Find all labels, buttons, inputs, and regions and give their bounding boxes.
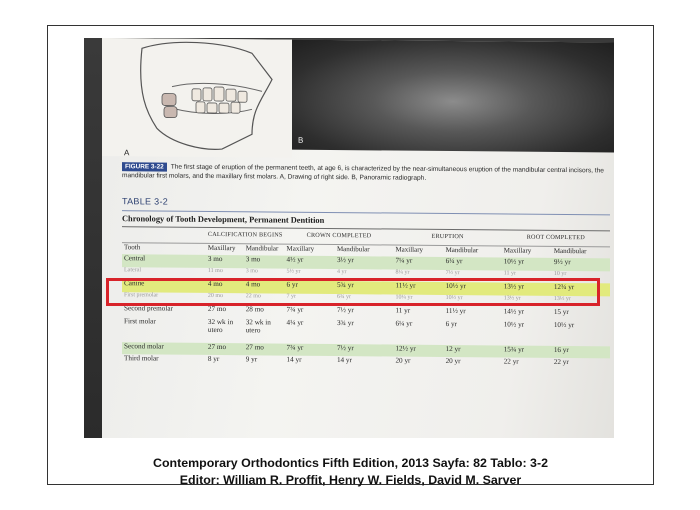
table-cell: 10½ yr xyxy=(502,257,552,270)
table-cell: 14 yr xyxy=(286,355,302,364)
table-cell: 10½ yr xyxy=(503,320,525,329)
table-cell: 13½ yr xyxy=(502,282,552,295)
row-tooth-name: Canine xyxy=(122,279,206,292)
table-cell: 5½ yr xyxy=(286,268,301,275)
table-cell: 9 yr xyxy=(245,355,258,364)
table-cell: 4 mo xyxy=(244,280,285,293)
col-header-tooth: Tooth xyxy=(124,242,141,251)
row-tooth-name: First molar xyxy=(124,316,156,325)
table-cell: 11 mo xyxy=(207,267,223,274)
table-cell: 10½ yr xyxy=(553,320,575,329)
row-tooth-name: Lateral xyxy=(124,266,141,273)
table-cell: 3 mo xyxy=(244,255,285,268)
row-tooth-name: Second molar xyxy=(122,342,206,355)
table-cell: 22 mo xyxy=(245,292,261,299)
table-cell: 4 mo xyxy=(206,280,244,293)
table-cell: 3 mo xyxy=(206,255,244,268)
row-tooth-name: Second premolar xyxy=(124,304,173,313)
table-cell: 16 yr xyxy=(552,345,610,358)
table-cell: 6 yr xyxy=(445,319,457,328)
row-tooth-name: Central xyxy=(122,254,206,267)
table-cell: 7½ yr xyxy=(336,306,354,315)
row-tooth-name: Third molar xyxy=(124,354,159,363)
col-header: Mandibular xyxy=(245,243,279,253)
table-cell: 27 mo xyxy=(244,343,285,356)
table-cell: 27 mo xyxy=(207,304,227,314)
table-cell: 10½ yr xyxy=(445,294,463,301)
panoramic-radiograph-image xyxy=(292,40,614,153)
table-cell: 12½ yr xyxy=(393,344,443,357)
figure-caption-text: The first stage of eruption of the permanent teeth, at age 6, is characterized by the near-simultaneous eruption of the mandibular central incisors, the mandibular first molars, and the maxillary first molars. A, Drawing of right side. B, Panoramic radiograph. xyxy=(122,163,604,182)
col-header: Mandibular xyxy=(553,246,587,255)
table-cell: 15 yr xyxy=(553,307,569,317)
figure-caption xyxy=(122,162,610,184)
table-cell: 13½ yr xyxy=(553,295,571,302)
table-cell: 11 yr xyxy=(503,270,516,277)
table-cell: 3¾ yr xyxy=(336,318,354,327)
table-cell: 6¼ yr xyxy=(444,257,502,270)
table-cell: 3½ yr xyxy=(335,256,394,269)
table-cell: 6 yr xyxy=(285,281,335,294)
table-cell: 32 wk in utero xyxy=(245,317,271,334)
table-title: Chronology of Tooth Development, Permanent Dentition xyxy=(122,214,325,225)
table-cell: 32 wk in utero xyxy=(207,317,234,334)
table-cell: 10 yr xyxy=(553,270,567,277)
table-cell: 7 yr xyxy=(286,293,297,300)
citation-footer xyxy=(47,455,654,489)
table-cell: 5¾ yr xyxy=(335,281,394,294)
col-header: Maxillary xyxy=(286,244,315,253)
table-cell: 4¼ yr xyxy=(286,318,304,327)
group-header-empty xyxy=(122,230,206,243)
figure-number-badge: FIGURE 3-22 xyxy=(122,162,167,171)
table-cell: 7½ yr xyxy=(335,344,394,357)
table-cell: 15¾ yr xyxy=(502,345,552,358)
group-header-root: ROOT COMPLETED xyxy=(502,233,610,246)
book-page xyxy=(102,38,614,438)
col-header: Maxillary xyxy=(395,245,424,254)
table-cell: 11 yr xyxy=(395,306,411,315)
table-cell: 7¾ yr xyxy=(285,343,335,356)
table-cell: 7½ yr xyxy=(445,269,460,276)
table-cell: 7¼ yr xyxy=(393,257,443,270)
citation-line-1: Contemporary Orthodontics Fifth Edition, 2013 Sayfa: 82 Tablo: 3-2 xyxy=(153,456,548,470)
group-header-eruption: ERUPTION xyxy=(393,233,501,246)
table-cell: 20 yr xyxy=(395,356,411,365)
table-cell: 20 mo xyxy=(207,292,224,299)
table-label: TABLE 3-2 xyxy=(122,196,169,207)
table-cell: 27 mo xyxy=(206,342,244,355)
table-cell: 9½ yr xyxy=(552,258,610,271)
col-header: Mandibular xyxy=(445,245,479,254)
book-photo xyxy=(84,38,614,438)
table-cell: 13½ yr xyxy=(503,295,521,302)
table-cell: 14½ yr xyxy=(503,307,525,316)
table-cell: 22 yr xyxy=(553,357,569,367)
table-cell: 12 yr xyxy=(444,344,502,357)
table-cell: 14 yr xyxy=(336,356,352,365)
citation-line-2: Editor: William R. Proffit, Henry W. Fields, David M. Sarver xyxy=(179,473,522,487)
table-cell: 10¼ yr xyxy=(395,294,413,301)
table-cell: 11½ yr xyxy=(445,306,466,316)
col-header: Maxillary xyxy=(207,243,236,252)
group-header-crown: CROWN COMPLETED xyxy=(285,232,394,245)
table-cell: 7¾ yr xyxy=(286,305,304,314)
table-cell: 3 mo xyxy=(245,267,258,274)
dental-drawing-image xyxy=(102,38,292,158)
table-cell: 4 yr xyxy=(336,268,347,275)
table-cell: 8 yr xyxy=(207,354,220,364)
figure-label-b: B xyxy=(298,135,304,145)
col-header: Maxillary xyxy=(503,246,532,255)
table-cell: 8¼ yr xyxy=(395,269,410,276)
figure-label-a: A xyxy=(124,148,130,158)
row-tooth-name: First premolar xyxy=(124,291,159,298)
group-header-calcification: CALCIFICATION BEGINS xyxy=(206,231,285,244)
table-cell: 22 yr xyxy=(503,357,519,366)
skull-teeth-illustration xyxy=(102,38,292,158)
table-cell: 20 yr xyxy=(445,356,461,366)
table-cell: 6¼ yr xyxy=(395,319,413,328)
table-cell: 28 mo xyxy=(245,305,264,314)
table-cell: 11½ yr xyxy=(393,282,443,295)
table-cell: 4½ yr xyxy=(285,256,335,269)
table-cell: 10½ yr xyxy=(444,282,502,295)
table-cell: 12¾ yr xyxy=(552,283,610,296)
table-cell: 6¾ yr xyxy=(336,293,351,300)
col-header: Mandibular xyxy=(336,244,370,253)
canine-row-highlight-box xyxy=(106,278,600,306)
